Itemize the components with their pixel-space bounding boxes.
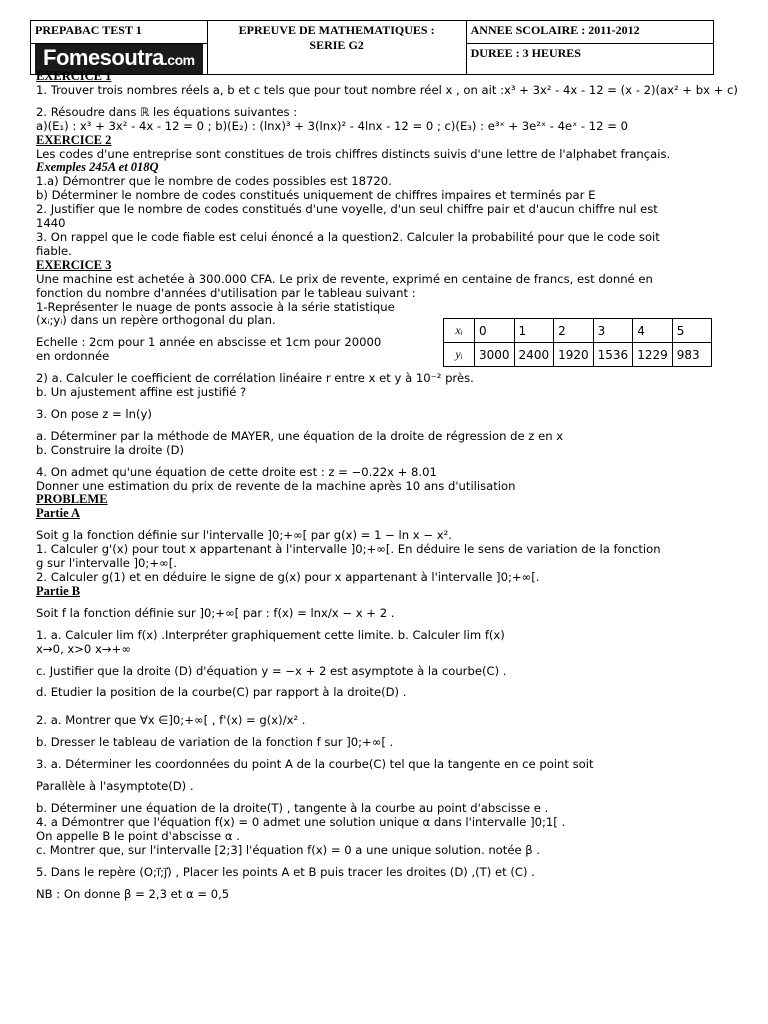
text-line: Echelle : 2cm pour 1 année en abscisse et 1cm pour 20000 bbox=[36, 335, 382, 350]
text-line: d. Etudier la position de la courbe(C) par rapport à la droite(D) . bbox=[36, 685, 407, 700]
text-line: Soit f la fonction définie sur ]0;+∞[ par : f(x) = lnx/x − x + 2 . bbox=[36, 605, 395, 620]
table-cell: 2 bbox=[554, 319, 594, 343]
section-heading: Partie A bbox=[36, 506, 81, 521]
text-line: 3. a. Déterminer les coordonnées du point A de la courbe(C) tel que la tangente en ce point soit bbox=[36, 757, 594, 772]
text-line: b. Déterminer une équation de la droite(T) , tangente à la courbe au point d'abscisse e . bbox=[36, 800, 549, 815]
spacer bbox=[36, 700, 730, 714]
text-line: en ordonnée bbox=[36, 349, 110, 364]
duration: DUREE : 3 HEURES bbox=[466, 44, 713, 75]
table-cell: 1229 bbox=[633, 343, 673, 367]
section-heading: Exemples 245A et 018Q bbox=[36, 160, 159, 175]
text-line: NB : On donne β = 2,3 et α = 0,5 bbox=[36, 886, 230, 901]
text-line: b. Dresser le tableau de variation de la fonction f sur ]0;+∞[ . bbox=[36, 735, 394, 750]
table-cell: 5 bbox=[672, 319, 711, 343]
text-line: 2. Résoudre dans ℝ les équations suivantes : bbox=[36, 104, 298, 119]
text-line: c. Montrer que, sur l'intervalle [2;3] l'équation f(x) = 0 a une unique solution. notée β . bbox=[36, 842, 541, 857]
text-line: x→0, x>0 x→+∞ bbox=[36, 641, 131, 656]
table-cell: 983 bbox=[672, 343, 711, 367]
text-line: 1. Trouver trois nombres réels a, b et c tels que pour tout nombre réel x , on ait :x³ + 3x² - 4x - 12 = (x - 2)(ax² + bx + c) bbox=[36, 82, 738, 97]
text-line: 2. a. Montrer que ∀x ∈]0;+∞[ , f'(x) = g(x)/x² . bbox=[36, 713, 306, 728]
text-line: Soit g la fonction définie sur l'intervalle ]0;+∞[ par g(x) = 1 − ln x − x². bbox=[36, 528, 452, 543]
section-heading: Partie B bbox=[36, 583, 81, 598]
text-line: Une machine est achetée à 300.000 CFA. Le prix de revente, exprimé en centaine de francs, est donné en bbox=[36, 271, 653, 286]
text-line: 2. Justifier que le nombre de codes constitués d'une voyelle, d'un seul chiffre pair et d'aucun chiffre nul est bbox=[36, 202, 658, 217]
text-line: Les codes d'une entreprise sont constitues de trois chiffres distincts suivis d'une lettre de l'alphabet français. bbox=[36, 146, 671, 161]
text-line: a)(E₁) : x³ + 3x² - 4x - 12 = 0 ; b)(E₂) : (lnx)³ + 3(lnx)² - 4lnx - 12 = 0 ; c)(E₃) : e³ˣ + 3e²ˣ - 4eˣ - 12 = 0 bbox=[36, 118, 629, 133]
table-cell: 1536 bbox=[593, 343, 633, 367]
exam-title: EPREUVE DE MATHEMATIQUES : SERIE G2 bbox=[207, 21, 466, 75]
text-line: 4. a Démontrer que l'équation f(x) = 0 admet une solution unique α dans l'intervalle ]0;1[ . bbox=[36, 814, 566, 829]
text-line: On appelle B le point d'abscisse α . bbox=[36, 828, 240, 843]
table-row-y: yᵢ 3000 2400 1920 1536 1229 983 bbox=[444, 343, 712, 367]
site-logo: Fomesoutra.com bbox=[31, 44, 208, 75]
section-heading: EXERCICE 2 bbox=[36, 132, 112, 147]
text-line: 2) a. Calculer le coefficient de corrélation linéaire r entre x et y à 10⁻² près. bbox=[36, 371, 474, 386]
text-line: c. Justifier que la droite (D) d'équation y = −x + 2 est asymptote à la courbe(C) . bbox=[36, 663, 507, 678]
data-table bbox=[443, 318, 712, 367]
text-line: b. Construire la droite (D) bbox=[36, 442, 185, 457]
text-line: (xᵢ;yᵢ) dans un repère orthogonal du plan. bbox=[36, 313, 276, 328]
text-line: 5. Dans le repère (O;i⃗;j⃗) , Placer les points A et B puis tracer les droites (D) ,(T) et (C) . bbox=[36, 864, 535, 879]
text-line: 3. On rappel que le code fiable est celui énoncé a la question2. Calculer la probabilité pour que le code soit bbox=[36, 229, 660, 244]
text-line: fonction du nombre d'années d'utilisation par le tableau suivant : bbox=[36, 285, 416, 300]
text-line: Donner une estimation du prix de revente de la machine après 10 ans d'utilisation bbox=[36, 478, 516, 493]
text-line: Parallèle à l'asymptote(D) . bbox=[36, 779, 194, 794]
school-year: ANNEE SCOLAIRE : 2011-2012 bbox=[466, 21, 713, 44]
text-line: 1. Calculer g'(x) pour tout x appartenant à l'intervalle ]0;+∞[. En déduire le sens de variation de la fonction bbox=[36, 542, 661, 557]
text-line: 3. On pose z = ln(y) bbox=[36, 406, 152, 421]
exam-header bbox=[30, 20, 714, 75]
table-cell: 2400 bbox=[514, 343, 554, 367]
section-heading: EXERCICE 3 bbox=[36, 257, 112, 272]
table-cell: 1920 bbox=[554, 343, 594, 367]
table-cell: 1 bbox=[514, 319, 554, 343]
table-cell: 3000 bbox=[475, 343, 515, 367]
table-cell: 0 bbox=[475, 319, 515, 343]
table-row-x: xᵢ 0 1 2 3 4 5 bbox=[444, 319, 712, 343]
text-line: g sur l'intervalle ]0;+∞[. bbox=[36, 556, 177, 571]
text-line: fiable. bbox=[36, 243, 72, 258]
text-line: a. Déterminer par la méthode de MAYER, une équation de la droite de régression de z en x bbox=[36, 428, 564, 443]
section-heading: EXERCICE 1 bbox=[36, 69, 112, 83]
text-line: 1. a. Calculer lim f(x) .Interpréter graphiquement cette limite. b. Calculer lim f(x) bbox=[36, 627, 505, 642]
text-line: 1-Représenter le nuage de ponts associe à la série statistique bbox=[36, 299, 395, 314]
test-name: PREPABAC TEST 1 bbox=[31, 21, 208, 44]
table-cell: 3 bbox=[593, 319, 633, 343]
table-cell: 4 bbox=[633, 319, 673, 343]
exam-content bbox=[36, 69, 738, 901]
text-line: b. Un ajustement affine est justifié ? bbox=[36, 385, 247, 400]
text-line: 1.a) Démontrer que le nombre de codes possibles est 18720. bbox=[36, 174, 392, 189]
section-heading: PROBLEME bbox=[36, 492, 108, 507]
text-line: 1440 bbox=[36, 216, 66, 231]
text-line: 2. Calculer g(1) et en déduire le signe de g(x) pour x appartenant à l'intervalle ]0;+∞[. bbox=[36, 570, 540, 584]
text-line: 4. On admet qu'une équation de cette droite est : z = −0.22x + 8.01 bbox=[36, 464, 437, 479]
text-line: b) Déterminer le nombre de codes constitués uniquement de chiffres impaires et terminés par E bbox=[36, 188, 596, 203]
